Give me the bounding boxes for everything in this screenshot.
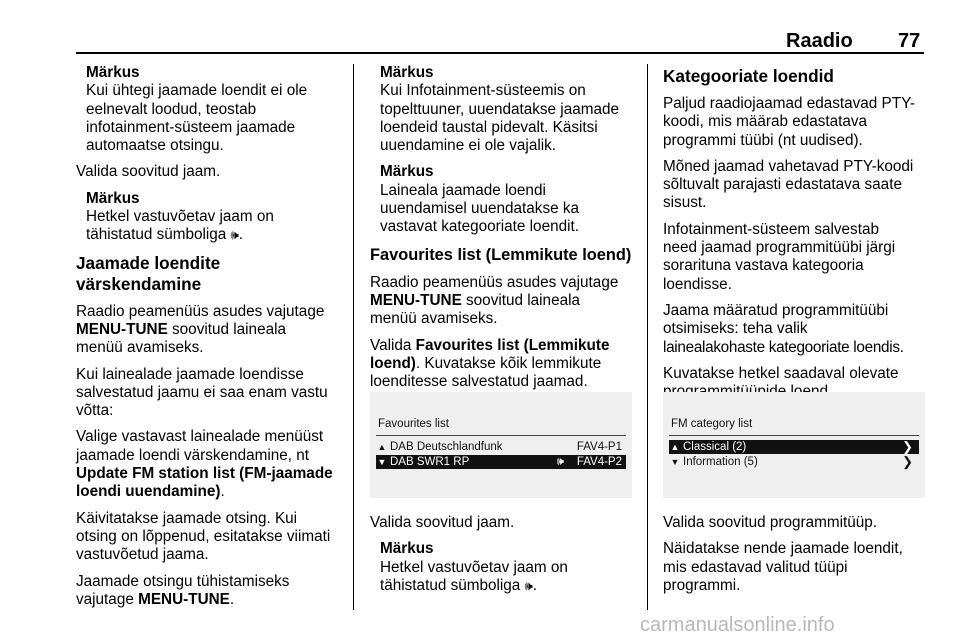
- favourites-screen-image: [370, 392, 632, 498]
- paragraph: [76, 428, 344, 501]
- paragraph: [663, 158, 943, 213]
- column-3-lower: [663, 514, 943, 603]
- down-arrow-icon: ▼: [377, 457, 387, 467]
- bold-text: loend): [370, 354, 416, 372]
- paragraph: [370, 274, 640, 329]
- preset-label: FAV4-P1: [576, 441, 622, 453]
- text-line: Paljud raadiojaamad edastavad PTY-: [663, 95, 915, 112]
- text-line: menüü avamiseks.: [370, 310, 498, 328]
- text-end: .: [220, 483, 225, 501]
- column-1: [76, 64, 344, 617]
- text-line: tähistatud sümboliga: [86, 226, 227, 244]
- text-line: Hetkel vastuvõetav jaam on: [380, 558, 568, 576]
- text-end: .: [229, 590, 235, 608]
- speaker-icon: 🕪: [556, 456, 564, 468]
- screen-title: Favourites list: [378, 418, 449, 430]
- paragraph: [76, 573, 344, 610]
- text-line: jaamade loendi värskendamine, nt: [76, 446, 309, 464]
- section-heading: Favourites list (Lemmikute loend): [370, 245, 632, 264]
- text-line: Raadio peamenüüs asudes vajutage: [76, 302, 325, 320]
- text-line: Infotainment-süsteem salvestab: [663, 220, 879, 238]
- bold-text: loendi uuendamine): [76, 483, 221, 501]
- category-screen-image: [663, 392, 925, 498]
- text-line: lainealakohaste kategooriate loendis.: [663, 338, 904, 356]
- text-line: tähistatud sümboliga: [380, 576, 521, 594]
- text-line: infotainment-süsteem jaamade: [86, 118, 296, 136]
- menu-tune-label: MENU-TUNE: [76, 320, 168, 338]
- bold-text: Favourites list (Lemmikute: [415, 336, 610, 354]
- list-item: [376, 440, 626, 454]
- text-line: otsing on lõppenud, esitatakse viimati: [76, 527, 331, 545]
- note-heading: Märkus: [86, 64, 140, 81]
- paragraph: [663, 302, 943, 357]
- page-title: Raadio: [786, 30, 853, 52]
- text-line: sõltuvalt parajasti edastatava saate: [663, 176, 902, 194]
- screen-rule: [669, 435, 919, 436]
- watermark: carmanualsonline.info: [640, 614, 835, 636]
- heading-line: Jaamade loendite: [76, 252, 221, 273]
- screen-content: [663, 418, 925, 474]
- column-3: [663, 64, 943, 409]
- chevron-right-icon: ❯: [902, 439, 913, 454]
- text-line: vajutage: [76, 590, 139, 608]
- text-line: võtta:: [76, 402, 114, 420]
- text-line: Laineala jaamade loendi: [380, 181, 546, 199]
- text-line: Kui Infotainment-süsteemis on: [380, 82, 586, 100]
- text-line: vastuvõetud jaama.: [76, 546, 209, 564]
- paragraph: [663, 540, 943, 595]
- note-1: [380, 64, 640, 155]
- text-line: loenditesse salvestatud jaamad.: [370, 373, 588, 391]
- paragraph: Valida soovitud jaam.: [370, 514, 515, 531]
- text-line: Kui lainealade jaamade loendisse: [76, 365, 304, 383]
- text-line: . Kuvatakse kõik lemmikute: [415, 354, 602, 372]
- category-name: Classical (2): [683, 441, 747, 453]
- text-line: Jaama määratud programmitüübi: [663, 301, 889, 319]
- text-line: menüü avamiseks.: [76, 339, 204, 357]
- screen-content: [370, 418, 632, 474]
- station-name: DAB SWR1 RP: [390, 456, 470, 468]
- chevron-right-icon: ❯: [902, 454, 913, 469]
- text-line: loendeid taustal pidevalt. Käsitsi: [380, 118, 598, 136]
- text-line: sorarituna vastava kategooria: [663, 257, 864, 275]
- column-2: [370, 64, 640, 399]
- text-line: Kui ühtegi jaamade loendit ei ole: [86, 82, 308, 100]
- paragraph: [370, 337, 640, 392]
- note-2: [380, 163, 640, 236]
- text-line: Valige vastavast lainealade menüüst: [76, 428, 324, 446]
- text-line: Raadio peamenüüs asudes vajutage: [370, 273, 619, 291]
- note-3: [380, 540, 640, 595]
- text-line: vastavat kategooriate loendit.: [380, 218, 579, 236]
- speaker-icon: 🕪: [230, 227, 239, 243]
- text-line: mis edastavad valitud tüüpi: [663, 558, 848, 576]
- paragraph: Valida soovitud jaam.: [76, 163, 221, 181]
- up-arrow-icon: ▲: [670, 442, 680, 452]
- text-line: otsimiseks: teha valik: [663, 320, 808, 338]
- text-end: .: [238, 226, 244, 244]
- station-name: DAB Deutschlandfunk: [390, 441, 503, 453]
- header-rule: [76, 52, 924, 54]
- text-line: soovitud laineala: [461, 291, 580, 309]
- text-line: soovitud laineala: [167, 320, 286, 338]
- text-line: Mõned jaamad vahetavad PTY-koodi: [663, 157, 914, 175]
- bold-text: Update FM station list (FM-jaamade: [76, 465, 333, 483]
- paragraph: [76, 510, 344, 565]
- speaker-icon: 🕪: [524, 577, 533, 593]
- down-arrow-icon: ▼: [670, 457, 680, 467]
- section-heading: Kategooriate loendid: [663, 66, 834, 86]
- category-name: Information (5): [683, 456, 758, 468]
- column-divider-1: [353, 64, 354, 610]
- text-line: programmi.: [663, 576, 741, 594]
- text-line: uuendamisel uuendatakse ka: [380, 200, 580, 218]
- up-arrow-icon: ▲: [377, 442, 387, 452]
- text-line: need jaamad programmitüübi järgi: [663, 239, 896, 257]
- text-line: topelttuuner, uuendatakse jaamade: [380, 100, 619, 118]
- menu-tune-label: MENU-TUNE: [138, 590, 230, 608]
- list-item-selected: [376, 455, 626, 469]
- heading-line: värskendamine: [76, 273, 202, 294]
- paragraph: Valida soovitud programmitüüp.: [663, 514, 877, 531]
- text-line: loendisse.: [663, 275, 732, 293]
- note-heading: Märkus: [380, 64, 434, 81]
- text-line: Hetkel vastuvõetav jaam on: [86, 208, 274, 226]
- paragraph: [663, 221, 943, 294]
- column-divider-2: [647, 64, 648, 610]
- screen-title: FM category list: [671, 418, 753, 430]
- note-heading: Märkus: [380, 163, 434, 181]
- text-line: uuendamine ei ole vajalik.: [380, 137, 557, 155]
- note-heading: Märkus: [380, 540, 434, 558]
- text-line: Valida: [370, 336, 416, 354]
- section-heading: [76, 253, 344, 295]
- note-1: [86, 64, 344, 155]
- note-2: [86, 190, 344, 245]
- text-line: Näidatakse nende jaamade loendit,: [663, 540, 903, 558]
- column-2-lower: [370, 514, 640, 603]
- paragraph: [76, 366, 344, 421]
- note-heading: Märkus: [86, 189, 140, 207]
- text-line: salvestatud jaamu ei saa enam vastu: [76, 383, 328, 401]
- screen-rule: [376, 435, 626, 436]
- text-line: koodi, mis määrab edastatava: [663, 113, 868, 131]
- paragraph: [76, 303, 344, 358]
- text-line: eelnevalt loodud, teostab: [86, 100, 257, 118]
- text-end: .: [532, 576, 538, 594]
- text-line: programmi tüübi (nt uudised).: [663, 131, 863, 149]
- text-line: automaatse otsingu.: [86, 137, 224, 155]
- text-line: Käivitatakse jaamade otsing. Kui: [76, 509, 298, 527]
- preset-label: FAV4-P2: [576, 456, 622, 468]
- text-line: Kuvatakse hetkel saadaval olevate: [663, 364, 899, 382]
- list-item-selected: [669, 440, 919, 454]
- paragraph: [663, 95, 943, 150]
- list-item: [669, 455, 919, 469]
- text-line: Jaamade otsingu tühistamiseks: [76, 572, 290, 590]
- menu-tune-label: MENU-TUNE: [370, 291, 462, 309]
- text-line: sisust.: [663, 194, 707, 212]
- page-number: 77: [898, 30, 921, 52]
